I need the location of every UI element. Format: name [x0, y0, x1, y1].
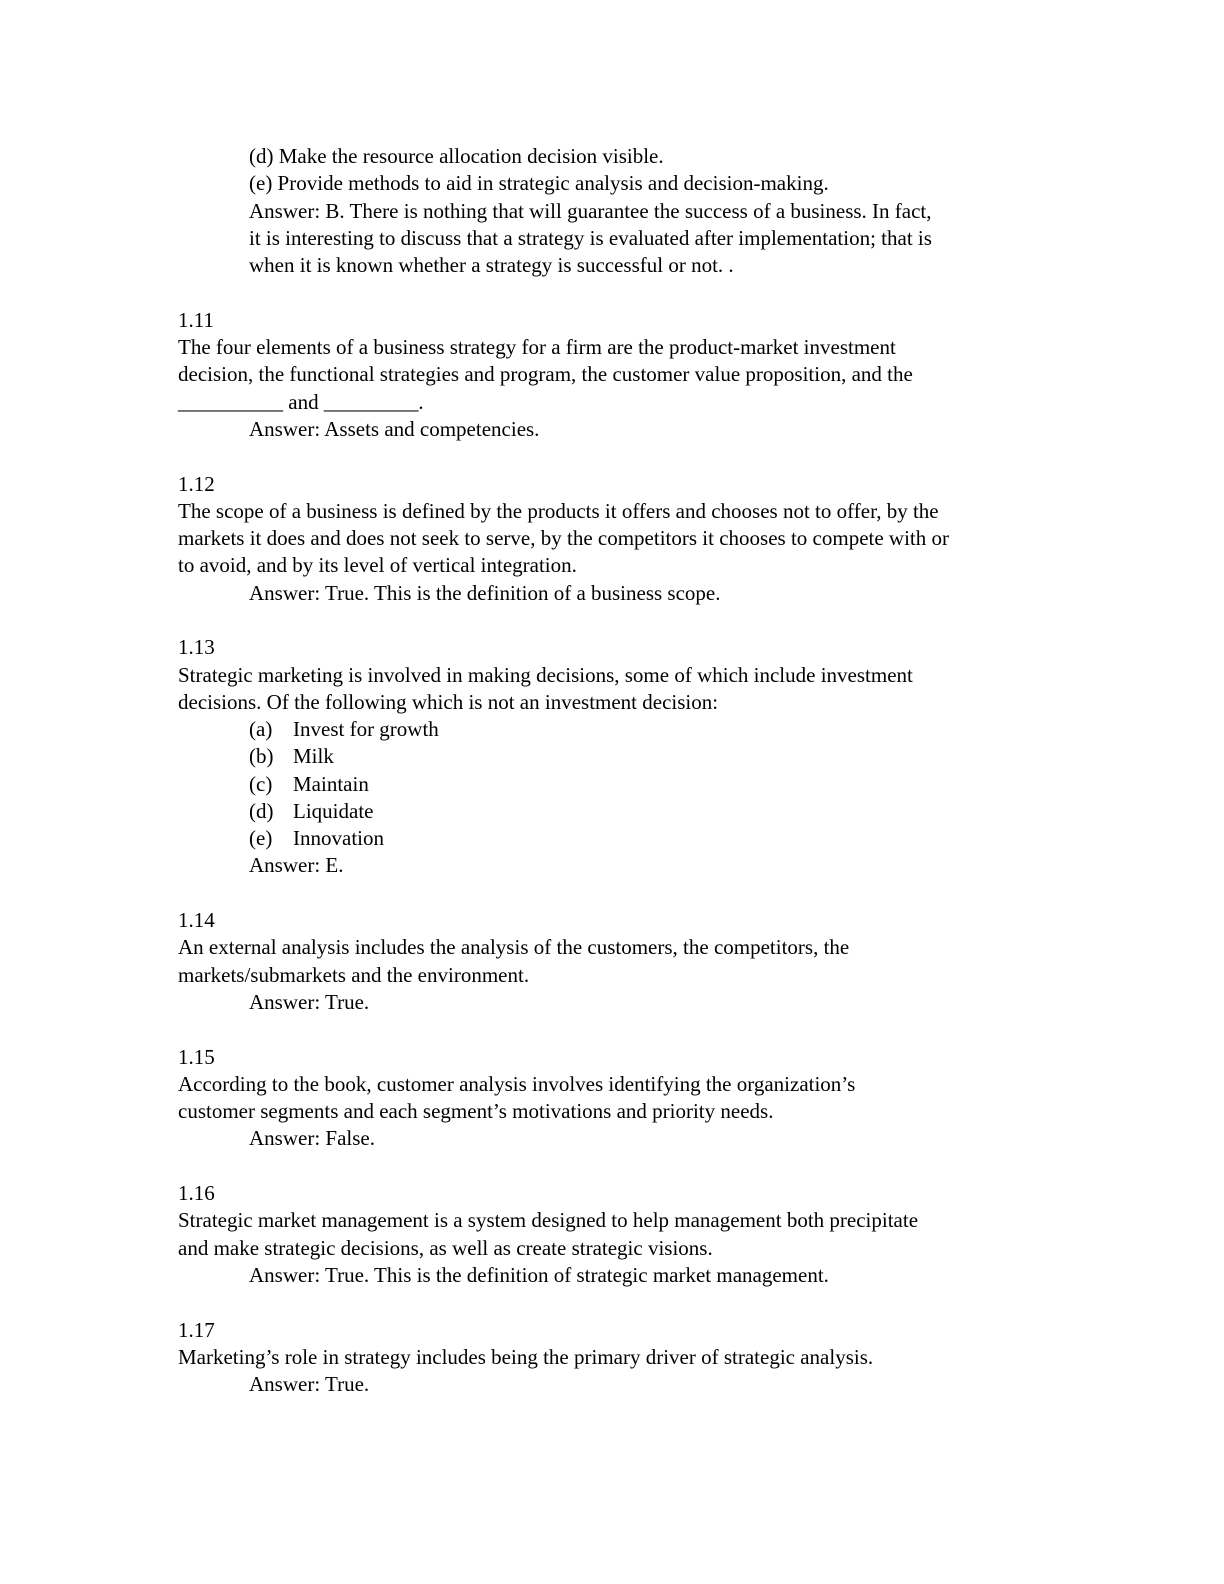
question-text: decisions. Of the following which is not an investment decision: — [178, 690, 719, 714]
option-item — [249, 716, 439, 743]
option-letter: (e) — [249, 826, 273, 850]
question-text: Marketing’s role in strategy includes being the primary driver of strategic analysis. — [178, 1345, 874, 1369]
question-text: The four elements of a business strategy for a firm are the product-market investment — [178, 335, 896, 359]
question-text: Strategic market management is a system designed to help management both precipitate — [178, 1208, 919, 1232]
question-number: 1.13 — [178, 635, 215, 659]
question-text: The scope of a business is defined by the products it offers and chooses not to offer, by the — [178, 499, 939, 523]
option-text: Invest for growth — [293, 717, 439, 741]
answer-text: Answer: True. — [249, 1372, 370, 1396]
answer-text-continued: it is interesting to discuss that a strategy is evaluated after implementation; that is — [249, 226, 932, 250]
question-number: 1.16 — [178, 1181, 215, 1205]
question-text: and make strategic decisions, as well as create strategic visions. — [178, 1236, 713, 1260]
question-number: 1.17 — [178, 1318, 215, 1342]
question-text: markets/submarkets and the environment. — [178, 963, 530, 987]
option-letter: (c) — [249, 772, 273, 796]
option-letter: (d) — [249, 799, 274, 823]
option-item — [249, 798, 373, 825]
question-text: markets it does and does not seek to serve, by the competitors it chooses to compete with or — [178, 526, 949, 550]
answer-text: Answer: Assets and competencies. — [249, 417, 540, 441]
question-text: customer segments and each segment’s motivations and priority needs. — [178, 1099, 774, 1123]
answer-text: Answer: E. — [249, 853, 344, 877]
question-number: 1.14 — [178, 908, 215, 932]
question-number: 1.11 — [178, 308, 214, 332]
option-text: Maintain — [293, 772, 369, 796]
question-number: 1.15 — [178, 1045, 215, 1069]
option-item — [249, 743, 334, 770]
answer-text: Answer: True. — [249, 990, 370, 1014]
option-text: Liquidate — [293, 799, 374, 823]
question-text: __________ and _________. — [178, 390, 424, 414]
answer-text: Answer: B. There is nothing that will guarantee the success of a business. In fact, — [249, 199, 932, 223]
option-letter: (a) — [249, 717, 273, 741]
option-text: Milk — [293, 744, 334, 768]
option-d-text: (d) Make the resource allocation decision visible. — [249, 144, 664, 168]
answer-text: Answer: True. This is the definition of a business scope. — [249, 581, 721, 605]
option-text: Innovation — [293, 826, 384, 850]
option-item — [249, 771, 369, 798]
question-text: According to the book, customer analysis involves identifying the organization’s — [178, 1072, 856, 1096]
option-letter: (b) — [249, 744, 274, 768]
question-text: to avoid, and by its level of vertical integration. — [178, 553, 577, 577]
option-e-text: (e) Provide methods to aid in strategic analysis and decision-making. — [249, 171, 829, 195]
question-number: 1.12 — [178, 472, 215, 496]
answer-text: Answer: True. This is the definition of strategic market management. — [249, 1263, 829, 1287]
option-item — [249, 825, 384, 852]
question-text: decision, the functional strategies and program, the customer value proposition, and the — [178, 362, 913, 386]
question-text: Strategic marketing is involved in making decisions, some of which include investment — [178, 663, 913, 687]
answer-text-continued: when it is known whether a strategy is successful or not. . — [249, 253, 734, 277]
question-text: An external analysis includes the analysis of the customers, the competitors, the — [178, 935, 850, 959]
answer-text: Answer: False. — [249, 1126, 375, 1150]
